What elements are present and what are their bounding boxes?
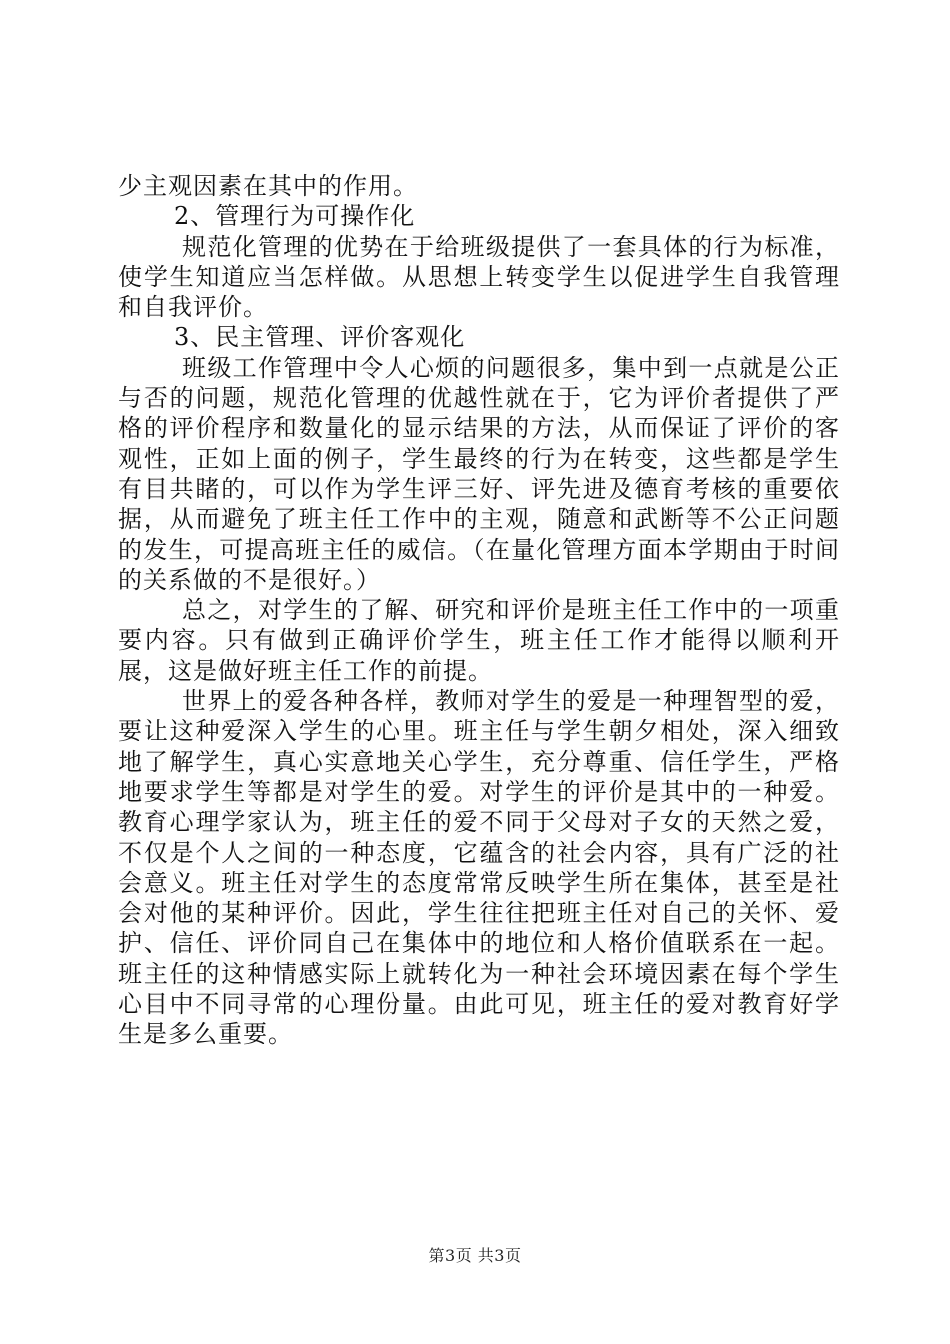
section-heading-3: 3、民主管理、评价客观化 [174,323,466,352]
document-body [118,171,840,1050]
paragraph-body: 班级工作管理中令人心烦的问题很多，集中到一点就是公正与否的问题，规范化管理的优越性就在于，它为评价者提供了严格的评价程序和数量化的显示结果的方法，从而保证了评价的客观性，正如上面的例子，学生最终的行为在转变，这些都是学生有目共睹的，可以作为学生评三好、评先进及德育考核的重要依据，从而避免了班主任工作中的主观，随意和武断等不公正问题的发生，可提高班主任的威信。（在量化管理方面本学期由于时间的关系做的不是很好。） [118,353,840,594]
paragraph-body: 总之，对学生的了解、研究和评价是班主任工作中的一项重要内容。只有做到正确评价学生，班主任工作才能得以顺利开展，这是做好班主任工作的前提。 [118,596,840,685]
page-number-footer: 第3页 共3页 [428,1246,522,1265]
section-heading-2: 2、管理行为可操作化 [174,202,416,231]
paragraph-continuation: 少主观因素在其中的作用。 [118,172,418,200]
paragraph-body: 世界上的爱各种各样，教师对学生的爱是一种理智型的爱，要让这种爱深入学生的心里。班主任与学生朝夕相处，深入细致地了解学生，真心实意地关心学生，充分尊重、信任学生，严格地要求学生等都是对学生的爱。对学生的评价是其中的一种爱。教育心理学家认为，班主任的爱不同于父母对子女的天然之爱，不仅是个人之间的一种态度，它蕴含的社会内容，具有广泛的社会意义。班主任对学生的态度常常反映学生所在集体，甚至是社会对他的某种评价。因此，学生往往把班主任对自己的关怀、爱护、信任、评价同自己在集体中的地位和人格价值联系在一起。班主任的这种情感实际上就转化为一种社会环境因素在每个学生心目中不同寻常的心理份量。由此可见，班主任的爱对教育好学生是多么重要。 [118,687,840,1049]
paragraph-body: 规范化管理的优势在于给班级提供了一套具体的行为标准，使学生知道应当怎样做。从思想上转变学生以促进学生自我管理和自我评价。 [118,232,840,322]
